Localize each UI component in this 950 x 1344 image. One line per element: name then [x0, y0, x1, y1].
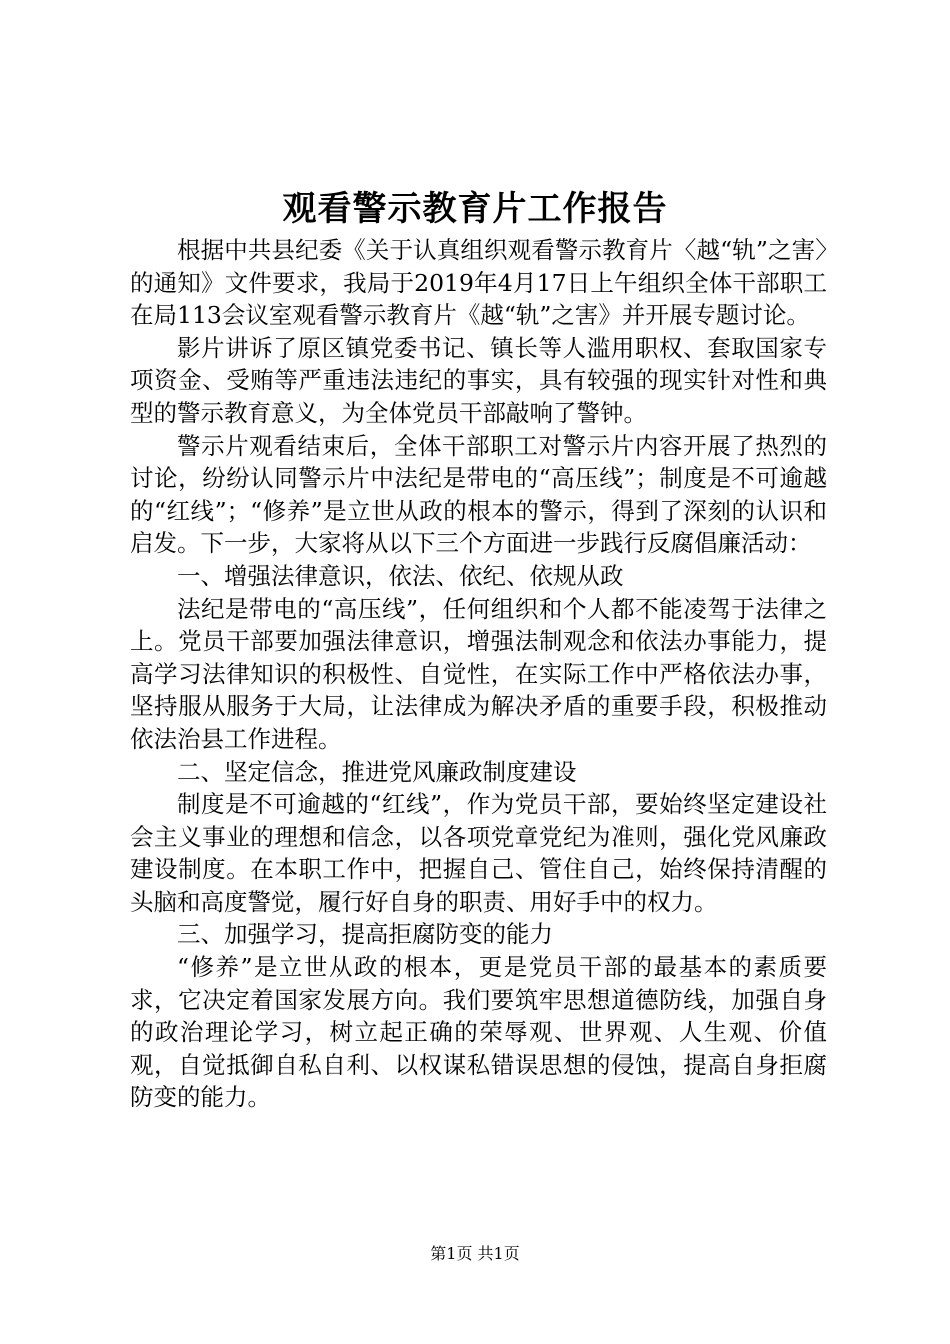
paragraph-section-3: “修养”是立世从政的根本，更是党员干部的最基本的素质要求，它决定着国家发展方向。我们要筑牢思想道德防线，加强自身的政治理论学习，树立起正确的荣辱观、世界观、人生观、价值观，自觉抵御自私自利、以权谋私错误思想的侵蚀，提高自身拒腐防变的能力。 [130, 953, 827, 1112]
section-heading-1: 一、增强法律意识，依法、依纪、依规从政 [177, 561, 624, 590]
section-heading-3: 三、加强学习，提高拒腐防变的能力 [177, 920, 553, 949]
paragraph-discussion: 警示片观看结束后，全体干部职工对警示片内容开展了热烈的讨论，纷纷认同警示片中法纪是带电的“高压线”；制度是不可逾越的“红线”；“修养”是立世从政的根本的警示，得到了深刻的认识和启发。下一步，大家将从以下三个方面进一步践行反腐倡廉活动： [130, 431, 827, 558]
page-footer: 第1页 共1页 [430, 1244, 520, 1263]
paragraph-intro: 根据中共县纪委《关于认真组织观看警示教育片〈越“轨”之害〉的通知》文件要求，我局于2019年4月17日上午组织全体干部职工在局113会议室观看警示教育片《越“轨”之害》并开展专题讨论。 [130, 236, 827, 330]
paragraph-section-2: 制度是不可逾越的“红线”，作为党员干部，要始终坚定建设社会主义事业的理想和信念，以各项党章党纪为准则，强化党风廉政建设制度。在本职工作中，把握自己、管住自己，始终保持清醒的头脑和高度警觉，履行好自身的职责、用好手中的权力。 [130, 790, 827, 916]
document-title: 观看警示教育片工作报告 [282, 189, 668, 229]
paragraph-section-1: 法纪是带电的“高压线”，任何组织和个人都不能凌驾于法律之上。党员干部要加强法律意识，增强法制观念和依法办事能力，提高学习法律知识的积极性、自觉性，在实际工作中严格依法办事，坚持服从服务于大局，让法律成为解决矛盾的重要手段，积极推动依法治县工作进程。 [130, 594, 827, 753]
document-body [130, 234, 827, 1114]
section-heading-2: 二、坚定信念，推进党风廉政制度建设 [177, 757, 577, 786]
paragraph-film-summary: 影片讲诉了原区镇党委书记、镇长等人滥用职权、套取国家专项资金、受贿等严重违法违纪的事实，具有较强的现实针对性和典型的警示教育意义，为全体党员干部敲响了警钟。 [130, 333, 827, 427]
